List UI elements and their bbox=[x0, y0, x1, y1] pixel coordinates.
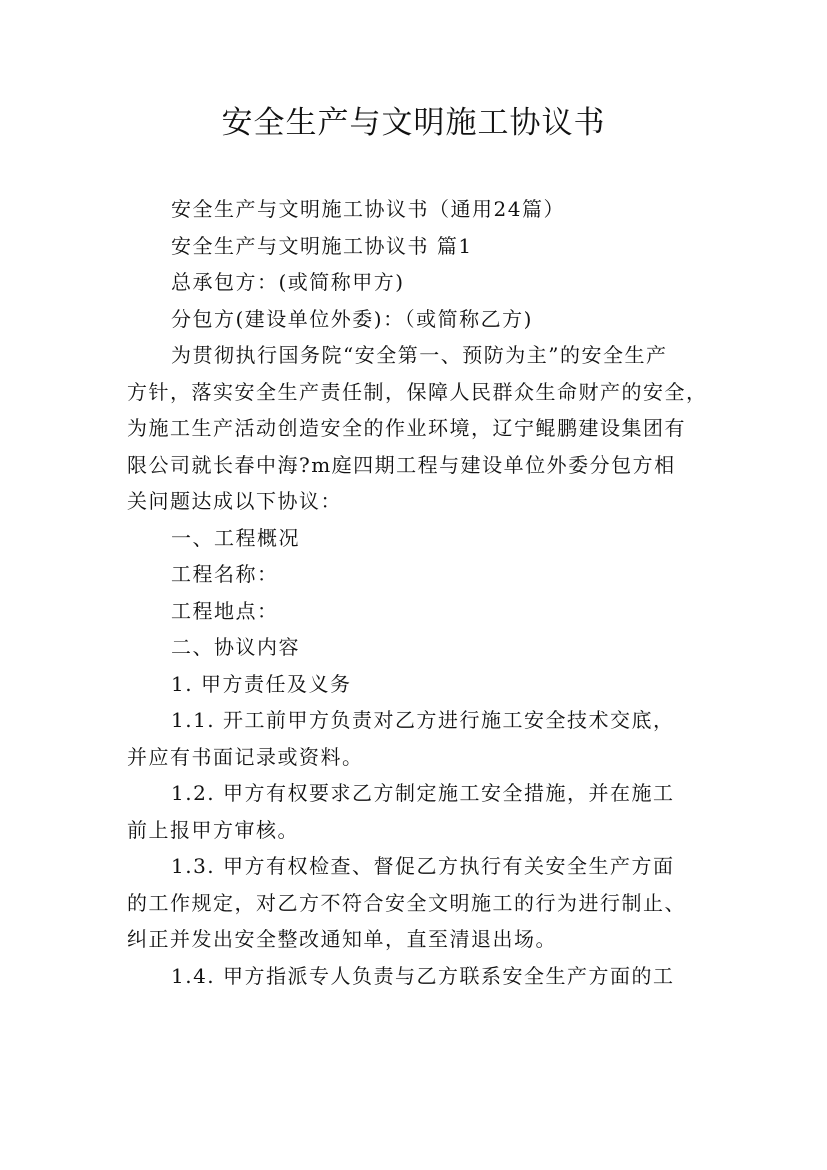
clause-line: 纠正并发出安全整改通知单，直至清退出场。 bbox=[127, 927, 557, 951]
paragraph-line: 方针，落实安全生产责任制，保障人民群众生命财产的安全， bbox=[127, 379, 708, 404]
party-b-line: 分包方(建设单位外委)：（或简称乙方) bbox=[171, 306, 533, 331]
clause-line: 1.3. 甲方有权检查、督促乙方执行有关安全生产方面 bbox=[171, 854, 675, 878]
section-heading: 一、工程概况 bbox=[171, 525, 300, 550]
paragraph-line: 为施工生产活动创造安全的作业环境，辽宁鲲鹏建设集团有 bbox=[127, 416, 686, 440]
paragraph-line: 为贯彻执行国务院“安全第一、预防为主”的安全生产 bbox=[171, 343, 668, 367]
party-a-line: 总承包方：(或简称甲方) bbox=[171, 270, 405, 294]
document-body bbox=[127, 196, 707, 999]
paragraph-line: 限公司就长春中海?m庭四期工程与建设单位外委分包方相 bbox=[127, 452, 676, 477]
clause-line: 的工作规定，对乙方不符合安全文明施工的行为进行制止、 bbox=[127, 890, 686, 915]
clause-line: 1.1. 开工前甲方负责对乙方进行施工安全技术交底， bbox=[171, 708, 675, 732]
field-line: 工程地点： bbox=[171, 598, 279, 623]
clause-line: 1.2. 甲方有权要求乙方制定施工安全措施，并在施工 bbox=[171, 781, 675, 805]
section-heading: 安全生产与文明施工协议书 篇1 bbox=[171, 233, 473, 258]
clause-line: 前上报甲方审核。 bbox=[127, 817, 299, 842]
paragraph-line: 关问题达成以下协议： bbox=[127, 489, 342, 513]
subtitle-line: 安全生产与文明施工协议书（通用24篇） bbox=[171, 197, 565, 221]
subsection-heading: 1. 甲方责任及义务 bbox=[171, 671, 352, 696]
clause-line: 1.4. 甲方指派专人负责与乙方联系安全生产方面的工 bbox=[171, 963, 675, 988]
field-line: 工程名称： bbox=[171, 562, 279, 586]
clause-line: 并应有书面记录或资料。 bbox=[127, 744, 364, 769]
document-title: 安全生产与文明施工协议书 bbox=[221, 105, 606, 141]
section-heading: 二、协议内容 bbox=[171, 635, 300, 659]
